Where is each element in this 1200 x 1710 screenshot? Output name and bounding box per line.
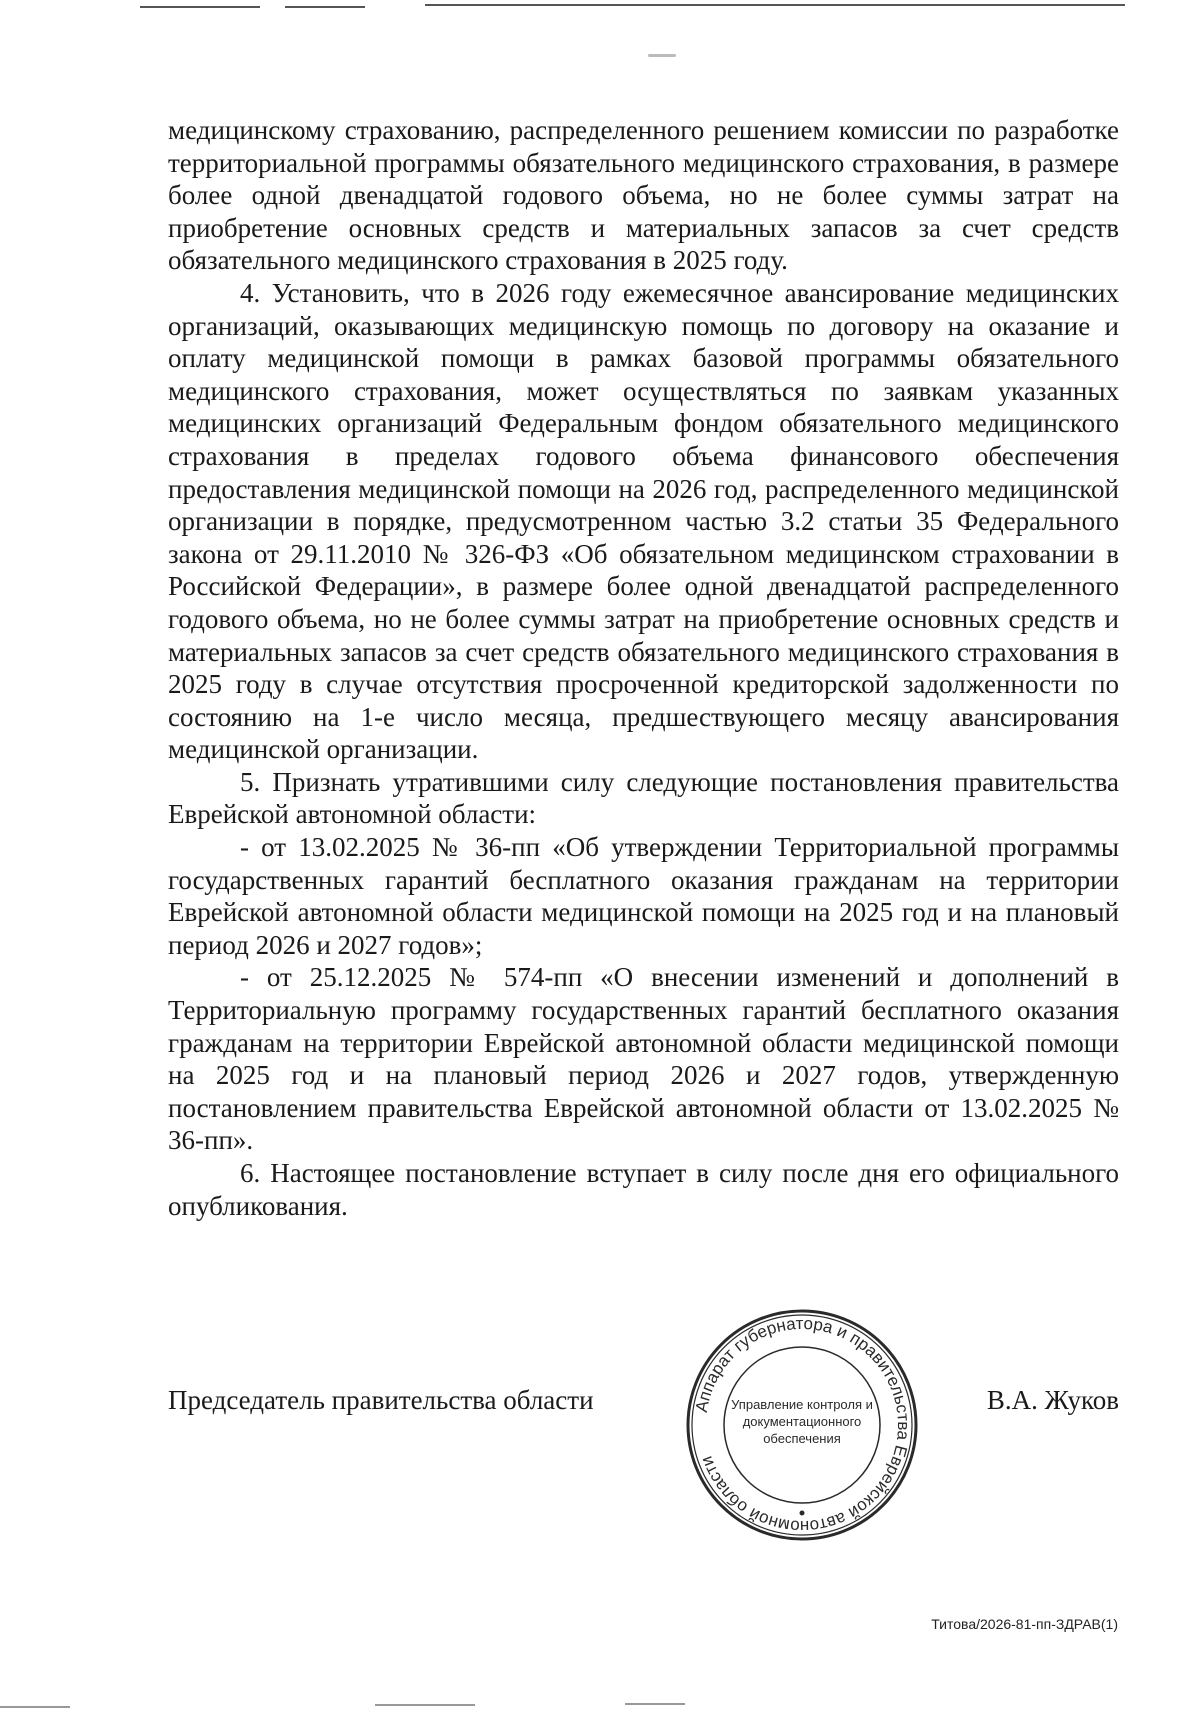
scan-artifact-smudge: [648, 54, 676, 57]
document-footer-code: Титова/2026-81-пп-ЗДРАВ(1): [931, 1616, 1118, 1632]
paragraph-continuation: медицинскому страхованию, распределенного решением комиссии по разработке территориальной программы обязательного медицинского страхования, в размере более одной двенадцатой годового объема, но не более суммы затрат на приобретение основных средств и материальных запасов за счет средств обязательного медицинского страхования в 2025 году.: [168, 115, 1119, 276]
paragraph-item-5: 5. Признать утратившими силу следующие постановления правительства Еврейской автономной области:: [168, 766, 1119, 830]
stamp-star-mark: [800, 1511, 805, 1516]
scan-artifact-line: [285, 6, 365, 8]
signatory-title: Председатель правительства области: [168, 1385, 594, 1415]
stamp-inner-line-2: документационного: [742, 1414, 862, 1429]
signatory-name: В.А. Жуков: [986, 1385, 1119, 1415]
scan-artifact-line: [625, 1703, 685, 1705]
paragraph-item-5-sub-1: - от 13.02.2025 № 36-пп «Об утверждении Территориальной программы государственных гарантий бесплатного оказания гражданам на территории Еврейской автономной области медицинской помощи на 2025 год и на плановый период 2026 и 2027 годов»;: [168, 832, 1119, 960]
scan-artifact-line: [375, 1704, 475, 1706]
stamp-inner-line-1: Управление контроля и: [731, 1397, 873, 1412]
scan-artifact-line: [140, 6, 260, 8]
official-stamp: [682, 1305, 922, 1545]
scan-artifact-line: [425, 4, 1125, 6]
stamp-inner-line-3: обеспечения: [763, 1431, 841, 1446]
document-body: [168, 114, 1119, 1222]
paragraph-item-4: 4. Установить, что в 2026 году ежемесячное авансирование медицинских организаций, оказывающих медицинскую помощь по договору на оказание и оплату медицинской помощи в рамках базовой программы обязательного медицинского страхования, может осуществляться по заявкам указанных медицинских организаций Федеральным фондом обязательного медицинского страхования в пределах годового объема финансового обеспечения предоставления медицинской помощи на 2026 год, распределенного медицинской организации в порядке, предусмотренном частью 3.2 статьи 35 Федерального закона от 29.11.2010 № 326-ФЗ «Об обязательном медицинском страховании в Российской Федерации», в размере более одной двенадцатой распределенного годового объема, но не более суммы затрат на приобретение основных средств и материальных запасов за счет средств обязательного медицинского страхования в 2025 году в случае отсутствия просроченной кредиторской задолженности по состоянию на 1-е число месяца, предшествующего месяцу авансирования медицинской организации.: [168, 277, 1119, 765]
paragraph-item-6: 6. Настоящее постановление вступает в силу после дня его официального опубликования.: [168, 1158, 1119, 1221]
scan-artifact-line: [0, 1706, 70, 1708]
stamp-outer-text: Аппарат губернатора и правительства Еврейской автономной области: [691, 1313, 914, 1537]
paragraph-item-5-sub-2: - от 25.12.2025 № 574-пп «О внесении изменений и дополнений в Территориальную программу государственных гарантий бесплатного оказания гражданам на территории Еврейской автономной области медицинской помощи на 2025 год и на плановый период 2026 и 2027 годов, утвержденную постановлением правительства Еврейской автономной области от 13.02.2025 № 36-пп».: [168, 962, 1119, 1156]
